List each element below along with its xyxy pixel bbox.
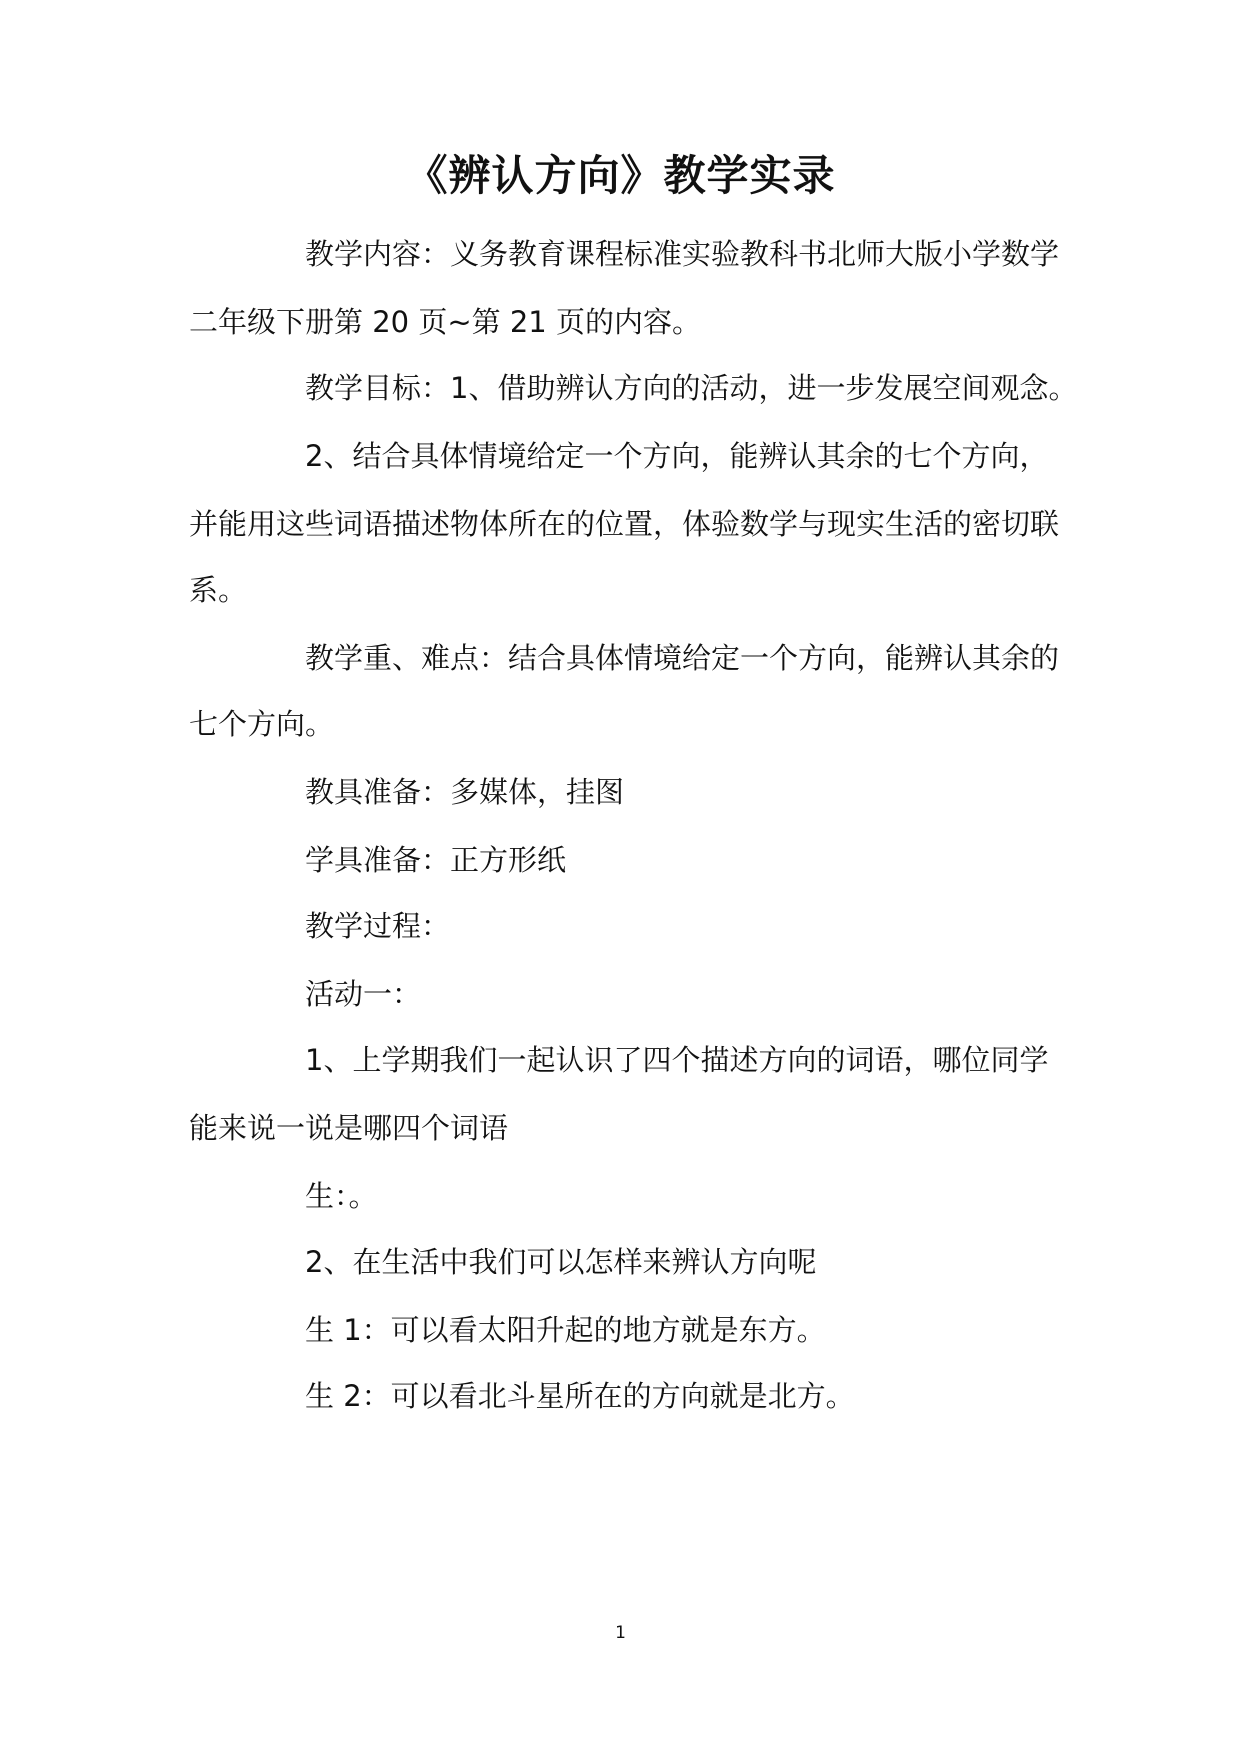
- paragraph-line: 生 2：可以看北斗星所在的方向就是北方。: [305, 1379, 855, 1413]
- paragraph-line: 1、上学期我们一起认识了四个描述方向的词语，哪位同学: [305, 1043, 1049, 1077]
- paragraph-line: 七个方向。: [189, 707, 335, 741]
- paragraph-line: 教学目标：1、借助辨认方向的活动，进一步发展空间观念。: [305, 371, 1078, 405]
- paragraph-line: 2、结合具体情境给定一个方向，能辨认其余的七个方向，: [305, 439, 1049, 473]
- paragraph-line: 教学过程：: [305, 909, 451, 943]
- paragraph-line: 2、在生活中我们可以怎样来辨认方向呢: [305, 1245, 817, 1279]
- page-number: 1: [615, 1623, 626, 1643]
- paragraph-line: 生 1：可以看太阳升起的地方就是东方。: [305, 1313, 826, 1347]
- paragraph-line: 教学重、难点：结合具体情境给定一个方向，能辨认其余的: [305, 641, 1060, 675]
- paragraph-line: 能来说一说是哪四个词语: [189, 1111, 509, 1145]
- paragraph-line: 生：。: [305, 1179, 378, 1213]
- document-title: 《辨认方向》教学实录: [405, 151, 836, 200]
- paragraph-line: 并能用这些词语描述物体所在的位置，体验数学与现实生活的密切联: [189, 507, 1060, 541]
- paragraph-line: 系。: [189, 573, 248, 607]
- paragraph-line: 学具准备：正方形纸: [305, 843, 567, 877]
- paragraph-line: 教具准备：多媒体，挂图: [305, 775, 625, 809]
- paragraph-line: 二年级下册第 20 页~第 21 页的内容。: [189, 305, 701, 339]
- paragraph-line: 教学内容：义务教育课程标准实验教科书北师大版小学数学: [305, 237, 1060, 271]
- paragraph-line: 活动一：: [305, 977, 422, 1011]
